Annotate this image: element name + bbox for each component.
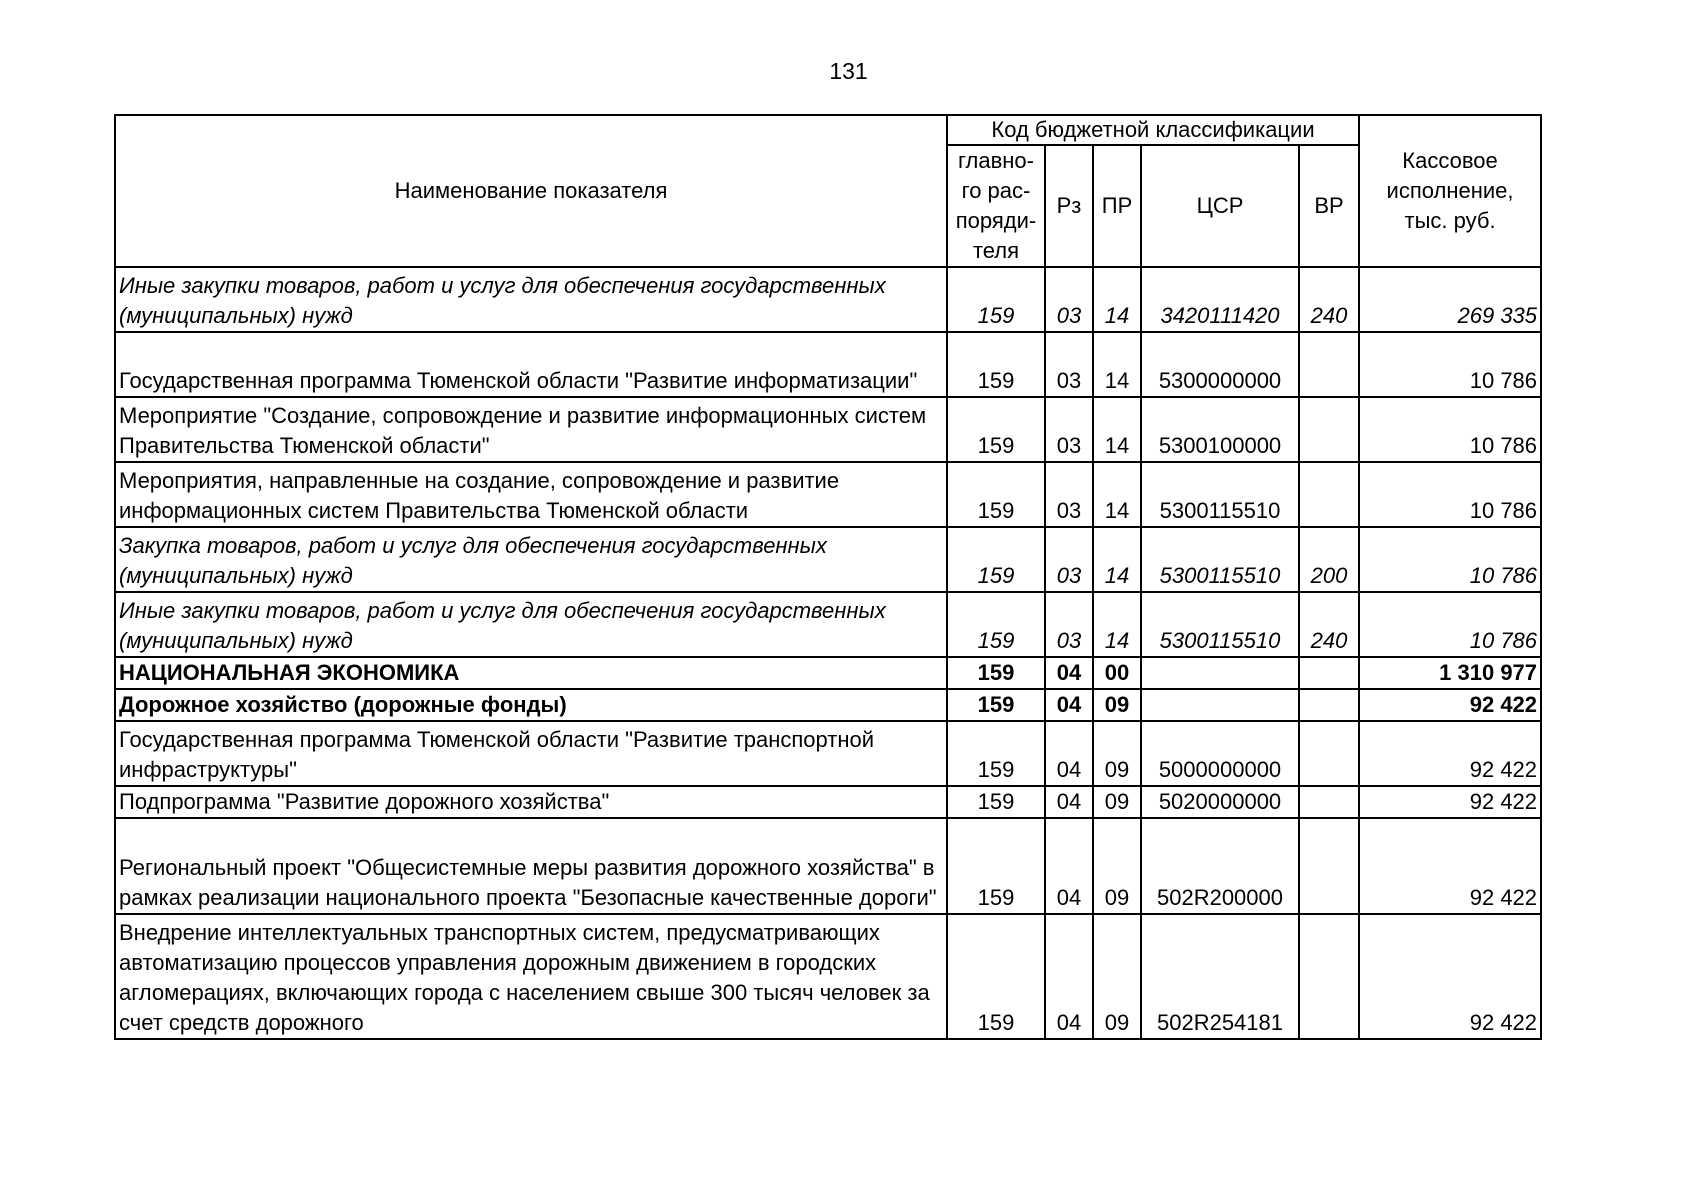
row-vr [1299, 818, 1359, 914]
row-gl: 159 [947, 818, 1045, 914]
row-rz: 03 [1045, 397, 1093, 462]
row-csr: 502R254181 [1141, 914, 1299, 1039]
row-name: Региональный проект "Общесистемные меры развития дорожного хозяйства" в рамках реализации национального проекта "Безопасные качественные дороги" [115, 818, 947, 914]
row-gl: 159 [947, 786, 1045, 818]
page-number: 131 [829, 58, 868, 84]
row-rz: 04 [1045, 914, 1093, 1039]
table-row [115, 657, 1541, 689]
row-csr [1141, 689, 1299, 721]
row-gl: 159 [947, 689, 1045, 721]
row-pr: 14 [1093, 462, 1141, 527]
row-csr: 502R200000 [1141, 818, 1299, 914]
row-vr: 200 [1299, 527, 1359, 592]
row-gl: 159 [947, 332, 1045, 397]
header-pr: ПР [1093, 145, 1141, 267]
header-main-manager: главно-го рас-поряди-теля [947, 145, 1045, 267]
row-vr: 240 [1299, 592, 1359, 657]
row-vr [1299, 462, 1359, 527]
row-gl: 159 [947, 657, 1045, 689]
header-vr: ВР [1299, 145, 1359, 267]
row-vr [1299, 786, 1359, 818]
row-rz: 03 [1045, 592, 1093, 657]
table-row [115, 592, 1541, 657]
row-sum: 92 422 [1359, 721, 1541, 786]
table-row [115, 397, 1541, 462]
row-sum: 92 422 [1359, 689, 1541, 721]
row-rz: 04 [1045, 786, 1093, 818]
row-csr: 5300115510 [1141, 527, 1299, 592]
row-vr [1299, 689, 1359, 721]
row-sum: 10 786 [1359, 592, 1541, 657]
row-pr: 09 [1093, 914, 1141, 1039]
row-name: Государственная программа Тюменской области "Развитие информатизации" [115, 332, 947, 397]
row-pr: 14 [1093, 267, 1141, 332]
row-gl: 159 [947, 592, 1045, 657]
row-gl: 159 [947, 267, 1045, 332]
header-rz: Рз [1045, 145, 1093, 267]
row-rz: 03 [1045, 267, 1093, 332]
header-name: Наименование показателя [115, 115, 947, 267]
table-row [115, 721, 1541, 786]
row-vr [1299, 332, 1359, 397]
row-gl: 159 [947, 527, 1045, 592]
row-csr: 5300115510 [1141, 592, 1299, 657]
table-row [115, 786, 1541, 818]
row-sum: 10 786 [1359, 527, 1541, 592]
row-gl: 159 [947, 397, 1045, 462]
row-vr [1299, 721, 1359, 786]
row-pr: 14 [1093, 332, 1141, 397]
row-name: НАЦИОНАЛЬНАЯ ЭКОНОМИКА [115, 657, 947, 689]
row-sum: 10 786 [1359, 397, 1541, 462]
row-pr: 09 [1093, 818, 1141, 914]
row-gl: 159 [947, 462, 1045, 527]
row-csr: 5300000000 [1141, 332, 1299, 397]
row-vr [1299, 657, 1359, 689]
row-vr: 240 [1299, 267, 1359, 332]
row-csr: 5020000000 [1141, 786, 1299, 818]
table-row [115, 818, 1541, 914]
row-vr [1299, 397, 1359, 462]
row-pr: 00 [1093, 657, 1141, 689]
row-name: Мероприятие "Создание, сопровождение и развитие информационных систем Правительства Тюменской области" [115, 397, 947, 462]
row-rz: 04 [1045, 657, 1093, 689]
header-cash-execution: Кассовое исполнение, тыс. руб. [1359, 115, 1541, 267]
row-rz: 03 [1045, 462, 1093, 527]
budget-table [114, 114, 1542, 1040]
row-name: Дорожное хозяйство (дорожные фонды) [115, 689, 947, 721]
row-sum: 92 422 [1359, 786, 1541, 818]
table-row [115, 527, 1541, 592]
row-name: Подпрограмма "Развитие дорожного хозяйства" [115, 786, 947, 818]
row-pr: 09 [1093, 786, 1141, 818]
row-csr: 5000000000 [1141, 721, 1299, 786]
row-sum: 1 310 977 [1359, 657, 1541, 689]
row-gl: 159 [947, 914, 1045, 1039]
row-pr: 09 [1093, 689, 1141, 721]
row-sum: 92 422 [1359, 818, 1541, 914]
row-name: Иные закупки товаров, работ и услуг для обеспечения государственных (муниципальных) нужд [115, 267, 947, 332]
row-pr: 09 [1093, 721, 1141, 786]
row-csr: 5300100000 [1141, 397, 1299, 462]
row-name: Государственная программа Тюменской области "Развитие транспортной инфраструктуры" [115, 721, 947, 786]
row-csr: 5300115510 [1141, 462, 1299, 527]
row-name: Закупка товаров, работ и услуг для обеспечения государственных (муниципальных) нужд [115, 527, 947, 592]
row-sum: 269 335 [1359, 267, 1541, 332]
row-pr: 14 [1093, 527, 1141, 592]
row-name: Мероприятия, направленные на создание, сопровождение и развитие информационных систем Правительства Тюменской области [115, 462, 947, 527]
row-rz: 04 [1045, 689, 1093, 721]
row-pr: 14 [1093, 592, 1141, 657]
row-sum: 10 786 [1359, 332, 1541, 397]
row-rz: 03 [1045, 332, 1093, 397]
header-budget-code-group: Код бюджетной классификации [947, 115, 1359, 145]
table-row [115, 689, 1541, 721]
row-rz: 03 [1045, 527, 1093, 592]
row-name: Внедрение интеллектуальных транспортных систем, предусматривающих автоматизацию процессов управления дорожным движением в городских агломерациях, включающих города с населением свыше 300 тысяч человек за счет средств дорожного [115, 914, 947, 1039]
row-vr [1299, 914, 1359, 1039]
header-csr: ЦСР [1141, 145, 1299, 267]
row-gl: 159 [947, 721, 1045, 786]
table-row [115, 914, 1541, 1039]
row-rz: 04 [1045, 721, 1093, 786]
row-pr: 14 [1093, 397, 1141, 462]
row-sum: 92 422 [1359, 914, 1541, 1039]
row-csr: 3420111420 [1141, 267, 1299, 332]
row-name: Иные закупки товаров, работ и услуг для обеспечения государственных (муниципальных) нужд [115, 592, 947, 657]
table-row [115, 332, 1541, 397]
row-sum: 10 786 [1359, 462, 1541, 527]
row-csr [1141, 657, 1299, 689]
table-row [115, 267, 1541, 332]
row-rz: 04 [1045, 818, 1093, 914]
table-row [115, 462, 1541, 527]
